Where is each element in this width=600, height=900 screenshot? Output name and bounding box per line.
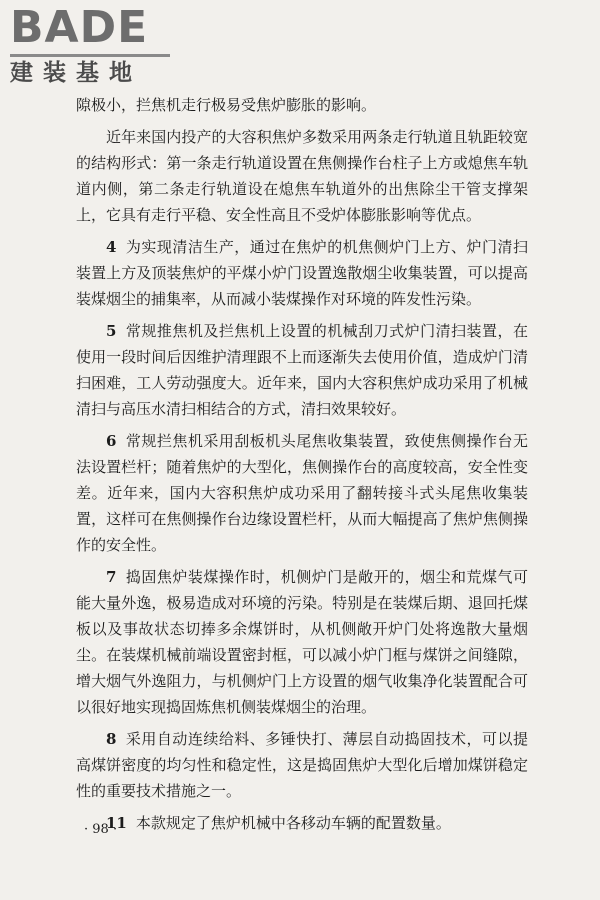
paragraph-text: 常规推焦机及拦焦机上设置的机械刮刀式炉门清扫装置，在使用一段时间后因维护清理跟不上而逐渐失去使用价值，造成炉门清扫困难，工人劳动强度大。近年来，国内大容积焦炉成功采用了机械清扫与高压水清扫相结合的方式，清扫效果较好。 — [76, 322, 528, 418]
paragraph-item-8 — [76, 726, 528, 804]
paragraph-item-5 — [76, 318, 528, 422]
item-number: 4 — [106, 238, 117, 256]
item-number: 6 — [106, 432, 117, 450]
document-body — [76, 92, 528, 842]
paragraph-continuation — [76, 92, 528, 118]
paragraph — [76, 124, 528, 228]
paragraph-item-6 — [76, 428, 528, 558]
paragraph-text: 近年来国内投产的大容积焦炉多数采用两条走行轨道且轨距较宽的结构形式：第一条走行轨道设置在焦侧操作台柱子上方或熄焦车轨道内侧，第二条走行轨道设在熄焦车轨道外的出焦除尘干管支撑架上，它具有走行平稳、安全性高且不受炉体膨胀影响等优点。 — [76, 128, 528, 224]
item-number: 8 — [106, 730, 117, 748]
item-number: 11 — [106, 814, 127, 832]
item-number: 7 — [106, 568, 117, 586]
paragraph-text: 常规拦焦机采用刮板机头尾焦收集装置，致使焦侧操作台无法设置栏杆；随着焦炉的大型化，焦侧操作台的高度较高，安全性变差。近年来，国内大容积焦炉成功采用了翻转接斗式头尾焦收集装置，这样可在焦侧操作台边缘设置栏杆，从而大幅提高了焦炉焦侧操作的安全性。 — [76, 432, 528, 554]
paragraph-text: 采用自动连续给料、多锤快打、薄层自动捣固技术，可以提高煤饼密度的均匀性和稳定性，这是捣固焦炉大型化后增加煤饼稳定性的重要技术措施之一。 — [76, 730, 528, 800]
item-number: 5 — [106, 322, 117, 340]
logo-tagline: 建装基地 — [10, 60, 142, 86]
logo-divider — [10, 54, 170, 57]
paragraph-text: 隙极小，拦焦机走行极易受焦炉膨胀的影响。 — [76, 96, 377, 114]
paragraph-item-4 — [76, 234, 528, 312]
logo-wordmark: BADE — [10, 2, 149, 53]
bade-logo — [10, 4, 180, 84]
paragraph-text: 本款规定了焦炉机械中各移动车辆的配置数量。 — [135, 814, 451, 832]
paragraph-item-7 — [76, 564, 528, 720]
page-number: · 98 · — [84, 822, 118, 837]
paragraph-text: 为实现清洁生产，通过在焦炉的机焦侧炉门上方、炉门清扫装置上方及顶装焦炉的平煤小炉门设置逸散烟尘收集装置，可以提高装煤烟尘的捕集率，从而减小装煤操作对环境的阵发性污染。 — [76, 238, 528, 308]
paragraph-item-11 — [76, 810, 528, 836]
paragraph-text: 捣固焦炉装煤操作时，机侧炉门是敞开的，烟尘和荒煤气可能大量外逸，极易造成对环境的污染。特别是在装煤后期、退回托煤板以及事故状态切捧多余煤饼时，从机侧敞开炉门处将逸散大量烟尘。在装煤机械前端设置密封框，可以减小炉门框与煤饼之间缝隙，增大烟气外逸阻力，与机侧炉门上方设置的烟气收集净化装置配合可以很好地实现捣固炼焦机侧装煤烟尘的治理。 — [76, 568, 528, 716]
